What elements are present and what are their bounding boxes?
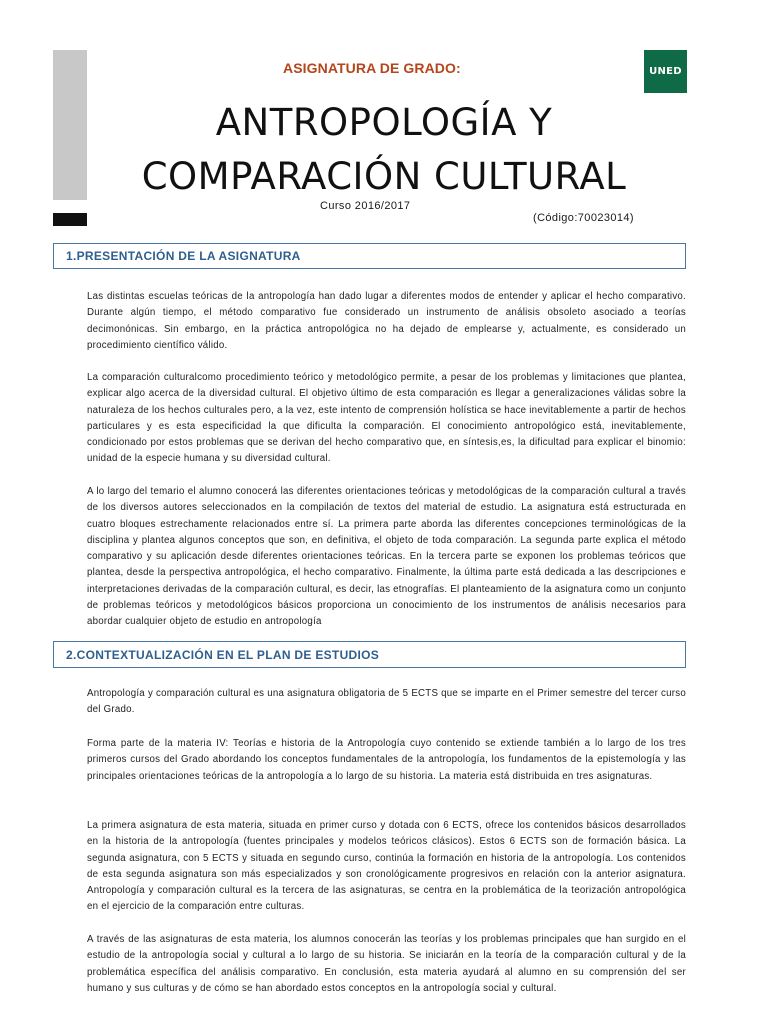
subject-label: ASIGNATURA DE GRADO: [283,60,461,76]
paragraph: La primera asignatura de esta materia, situada en primer curso y dotada con 6 ECTS, ofrece los contenidos básicos desarrollados en la historia de la antropología (fuentes principales y modelos teóricos clásicos). Estos 6 ECTS son de formación básica. La segunda asignatura, con 5 ECTS y situada en segundo curso, continúa la formación en historia de la antropología. Los contenidos de esta segunda asignatura son más especializados y son cronológicamente progresivos en relación con la anterior asignatura. Antropología y comparación cultural es la tercera de las asignaturas, se centra en la problemática de la teorización antropológica en el ejercicio de la comparación entre culturas. [87,820,686,913]
section-title: 1.PRESENTACIÓN DE LA ASIGNATURA [66,249,301,263]
section-heading-context [53,641,686,668]
decorative-black-bar [53,213,87,226]
section-title: 2.CONTEXTUALIZACIÓN EN EL PLAN DE ESTUDIOS [66,647,380,662]
paragraph: La comparación culturalcomo procedimiento teórico y metodológico permite, a pesar de los problemas y limitaciones que plantea, explicar algo acerca de la diversidad cultural. El objetivo último de esta comparación es llegar a generalizaciones válidas sobre la naturaleza de los hechos culturales pero, a la vez, este intento de comprensión holística se hace inevitablemente a partir de hechos particulares y es esta especificidad la que dificulta la comparación. El conocimiento antropológico está, inevitablemente, condicionado por estos problemas que se derivan del hecho comparativo que, en síntesis,es, la dificultad para explicar el binomio: unidad de la especie humana y su diversidad cultural. [87,372,686,465]
paragraph: Antropología y comparación cultural es una asignatura obligatoria de 5 ECTS que se imparte en el Primer semestre del tercer curso del Grado. [87,688,686,716]
paragraph: A lo largo del temario el alumno conocerá las diferentes orientaciones teóricas y metodológicas de la comparación cultural a través de los diversos autores seleccionados en la compilación de textos del material de estudio. La asignatura está estructurada en cuatro bloques estrechamente relacionados entre sí. La primera parte aborda las diferentes concepciones terminológicas de la disciplina y plantea algunos conceptos que son, en definitiva, el objeto de toda comparación. La segunda parte explica el método comparativo y su aplicación desde diferentes orientaciones teóricas. En la tercera parte se exponen los problemas teóricos que plantea, desde la perspectiva antropológica, el hecho comparativo. Finalmente, la última parte está dedicada a las descripciones e interpretaciones derivadas de la comparación cultural, es decir, las etnografías. El planteamiento de la asignatura como un conjunto de problemas teóricos y metodológicos básicos proporciona un conocimiento de los instrumentos de análisis necesarios para abordar cualquier objeto de estudio en antropología [87,486,686,628]
paragraph: A través de las asignaturas de esta materia, los alumnos conocerán las teorías y los problemas principales que han surgido en el estudio de la antropología social y cultural a lo largo de su historia. Se iniciarán en la teoría de la comparación cultural y de la problemática específica del análisis comparativo. En conclusión, esta materia ayudará al alumno en su comprensión del ser humano y sus culturas y de cómo se han abordado estos conceptos en la antropología social y cultural. [87,934,686,994]
subject-code: (Código:70023014) [533,212,634,224]
page-title-line-1: ANTROPOLOGÍA Y [215,101,553,144]
course-year: Curso 2016/2017 [320,200,411,212]
paragraph: Las distintas escuelas teóricas de la antropología han dado lugar a diferentes modos de entender y aplicar el hecho comparativo. Durante algún tiempo, el método comparativo fue considerado un instrumento de análisis obsoleto asociado a teorías decimonónicas. Sin embargo, en la práctica antropológica no ha dejado de emplearse y, actualmente, es considerado un procedimiento científico válido. [87,291,686,351]
section-heading-presentation [53,243,686,269]
uned-logo: UNED [644,50,687,93]
paragraph: Forma parte de la materia IV: Teorías e historia de la Antropología cuyo contenido se extiende también a lo largo de los tres primeros cursos del Grado abordando los conceptos fundamentales de la antropología, los fundamentos de la epistemología y las principales orientaciones teóricas de la antropología a lo largo de su historia. La materia está distribuida en tres asignaturas. [87,738,686,782]
page-title-line-2: COMPARACIÓN CULTURAL [141,155,627,198]
